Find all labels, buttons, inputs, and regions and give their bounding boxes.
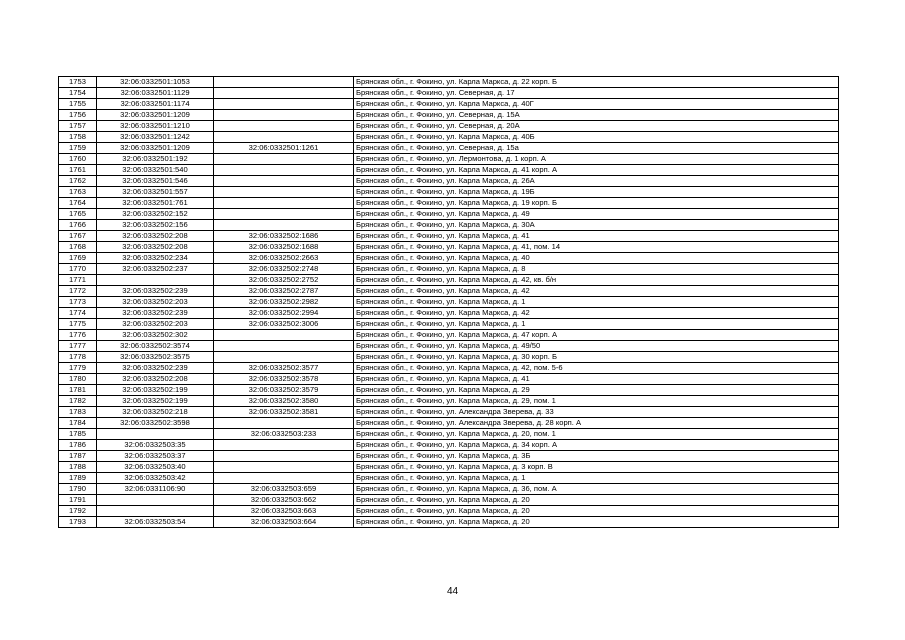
parcel-cadastral-number-cell: 32:06:0332503:42 <box>97 473 214 484</box>
row-number-cell: 1776 <box>59 330 97 341</box>
address-cell: Брянская обл., г. Фокино, ул. Карла Маркса, д. 20 <box>354 517 839 528</box>
row-number-cell: 1764 <box>59 198 97 209</box>
row-number-cell: 1759 <box>59 143 97 154</box>
address-cell: Брянская обл., г. Фокино, ул. Карла Маркса, д. 34 корп. А <box>354 440 839 451</box>
parcel-cadastral-number-cell: 32:06:0332501:540 <box>97 165 214 176</box>
table-row <box>59 220 839 231</box>
table-row <box>59 517 839 528</box>
table-row <box>59 451 839 462</box>
table-row <box>59 154 839 165</box>
table-row <box>59 99 839 110</box>
object-cadastral-number-cell: 32:06:0332503:233 <box>214 429 354 440</box>
table-row <box>59 341 839 352</box>
row-number-cell: 1790 <box>59 484 97 495</box>
address-cell: Брянская обл., г. Фокино, ул. Карла Маркса, д. 20, пом. 1 <box>354 429 839 440</box>
parcel-cadastral-number-cell: 32:06:0332503:54 <box>97 517 214 528</box>
row-number-cell: 1770 <box>59 264 97 275</box>
address-cell: Брянская обл., г. Фокино, ул. Карла Маркса, д. 41 <box>354 374 839 385</box>
parcel-cadastral-number-cell: 32:06:0332501:557 <box>97 187 214 198</box>
object-cadastral-number-cell: 32:06:0332503:659 <box>214 484 354 495</box>
address-cell: Брянская обл., г. Фокино, ул. Карла Маркса, д. 29 <box>354 385 839 396</box>
object-cadastral-number-cell <box>214 198 354 209</box>
object-cadastral-number-cell <box>214 418 354 429</box>
parcel-cadastral-number-cell: 32:06:0332503:37 <box>97 451 214 462</box>
row-number-cell: 1760 <box>59 154 97 165</box>
address-cell: Брянская обл., г. Фокино, ул. Карла Маркса, д. 40 <box>354 253 839 264</box>
parcel-cadastral-number-cell: 32:06:0332501:546 <box>97 176 214 187</box>
object-cadastral-number-cell <box>214 88 354 99</box>
object-cadastral-number-cell <box>214 121 354 132</box>
address-cell: Брянская обл., г. Фокино, ул. Карла Маркса, д. 42, пом. 5-6 <box>354 363 839 374</box>
address-cell: Брянская обл., г. Фокино, ул. Карла Маркса, д. 1 <box>354 473 839 484</box>
object-cadastral-number-cell: 32:06:0332502:3578 <box>214 374 354 385</box>
row-number-cell: 1780 <box>59 374 97 385</box>
row-number-cell: 1772 <box>59 286 97 297</box>
row-number-cell: 1779 <box>59 363 97 374</box>
parcel-cadastral-number-cell <box>97 429 214 440</box>
row-number-cell: 1771 <box>59 275 97 286</box>
parcel-cadastral-number-cell: 32:06:0332502:208 <box>97 374 214 385</box>
row-number-cell: 1777 <box>59 341 97 352</box>
object-cadastral-number-cell: 32:06:0332503:662 <box>214 495 354 506</box>
object-cadastral-number-cell: 32:06:0332502:2994 <box>214 308 354 319</box>
address-cell: Брянская обл., г. Фокино, ул. Лермонтова, д. 1 корп. А <box>354 154 839 165</box>
object-cadastral-number-cell: 32:06:0332501:1261 <box>214 143 354 154</box>
table-row <box>59 495 839 506</box>
parcel-cadastral-number-cell: 32:06:0332502:203 <box>97 297 214 308</box>
parcel-cadastral-number-cell: 32:06:0332501:1174 <box>97 99 214 110</box>
address-cell: Брянская обл., г. Фокино, ул. Карла Маркса, д. 8 <box>354 264 839 275</box>
address-cell: Брянская обл., г. Фокино, ул. Карла Маркса, д. 49/50 <box>354 341 839 352</box>
address-cell: Брянская обл., г. Фокино, ул. Карла Маркса, д. 42 <box>354 286 839 297</box>
parcel-cadastral-number-cell: 32:06:0332502:3575 <box>97 352 214 363</box>
row-number-cell: 1789 <box>59 473 97 484</box>
object-cadastral-number-cell <box>214 352 354 363</box>
address-cell: Брянская обл., г. Фокино, ул. Карла Маркса, д. 40Б <box>354 132 839 143</box>
address-cell: Брянская обл., г. Фокино, ул. Карла Маркса, д. 36, пом. А <box>354 484 839 495</box>
parcel-cadastral-number-cell: 32:06:0332502:239 <box>97 286 214 297</box>
table-row <box>59 308 839 319</box>
parcel-cadastral-number-cell: 32:06:0332501:1242 <box>97 132 214 143</box>
table-body <box>59 77 839 528</box>
parcel-cadastral-number-cell: 32:06:0332502:203 <box>97 319 214 330</box>
table-row <box>59 363 839 374</box>
parcel-cadastral-number-cell: 32:06:0332502:218 <box>97 407 214 418</box>
parcel-cadastral-number-cell: 32:06:0332502:3574 <box>97 341 214 352</box>
object-cadastral-number-cell <box>214 77 354 88</box>
address-cell: Брянская обл., г. Фокино, ул. Карла Маркса, д. 47 корп. А <box>354 330 839 341</box>
parcel-cadastral-number-cell: 32:06:0332502:208 <box>97 231 214 242</box>
parcel-cadastral-number-cell: 32:06:0332502:239 <box>97 363 214 374</box>
address-cell: Брянская обл., г. Фокино, ул. Карла Маркса, д. 29, пом. 1 <box>354 396 839 407</box>
parcel-cadastral-number-cell: 32:06:0332502:237 <box>97 264 214 275</box>
row-number-cell: 1765 <box>59 209 97 220</box>
object-cadastral-number-cell <box>214 99 354 110</box>
table-row <box>59 319 839 330</box>
table-row <box>59 176 839 187</box>
table-row <box>59 275 839 286</box>
object-cadastral-number-cell <box>214 220 354 231</box>
row-number-cell: 1775 <box>59 319 97 330</box>
object-cadastral-number-cell: 32:06:0332502:3580 <box>214 396 354 407</box>
object-cadastral-number-cell <box>214 462 354 473</box>
row-number-cell: 1767 <box>59 231 97 242</box>
address-cell: Брянская обл., г. Фокино, ул. Карла Маркса, д. 42 <box>354 308 839 319</box>
object-cadastral-number-cell <box>214 451 354 462</box>
row-number-cell: 1756 <box>59 110 97 121</box>
table-row <box>59 231 839 242</box>
row-number-cell: 1788 <box>59 462 97 473</box>
object-cadastral-number-cell: 32:06:0332502:1686 <box>214 231 354 242</box>
row-number-cell: 1784 <box>59 418 97 429</box>
parcel-cadastral-number-cell <box>97 495 214 506</box>
row-number-cell: 1782 <box>59 396 97 407</box>
parcel-cadastral-number-cell: 32:06:0332501:1209 <box>97 143 214 154</box>
table-row <box>59 462 839 473</box>
address-cell: Брянская обл., г. Фокино, ул. Карла Маркса, д. 19 корп. Б <box>354 198 839 209</box>
table-row <box>59 165 839 176</box>
table-row <box>59 352 839 363</box>
parcel-cadastral-number-cell: 32:06:0332503:35 <box>97 440 214 451</box>
address-cell: Брянская обл., г. Фокино, ул. Карла Маркса, д. 41, пом. 14 <box>354 242 839 253</box>
row-number-cell: 1773 <box>59 297 97 308</box>
address-cell: Брянская обл., г. Фокино, ул. Карла Маркса, д. 30 корп. Б <box>354 352 839 363</box>
parcel-cadastral-number-cell: 32:06:0332502:156 <box>97 220 214 231</box>
address-cell: Брянская обл., г. Фокино, ул. Карла Маркса, д. 49 <box>354 209 839 220</box>
row-number-cell: 1769 <box>59 253 97 264</box>
object-cadastral-number-cell: 32:06:0332502:2787 <box>214 286 354 297</box>
parcel-cadastral-number-cell: 32:06:0332502:3598 <box>97 418 214 429</box>
parcel-cadastral-number-cell: 32:06:0332502:199 <box>97 396 214 407</box>
table-row <box>59 506 839 517</box>
row-number-cell: 1755 <box>59 99 97 110</box>
row-number-cell: 1786 <box>59 440 97 451</box>
table-row <box>59 198 839 209</box>
object-cadastral-number-cell: 32:06:0332502:2982 <box>214 297 354 308</box>
parcel-cadastral-number-cell: 32:06:0332501:1209 <box>97 110 214 121</box>
row-number-cell: 1766 <box>59 220 97 231</box>
object-cadastral-number-cell <box>214 473 354 484</box>
table-row <box>59 429 839 440</box>
row-number-cell: 1787 <box>59 451 97 462</box>
address-cell: Брянская обл., г. Фокино, ул. Александра Зверева, д. 28 корп. А <box>354 418 839 429</box>
table-row <box>59 110 839 121</box>
parcel-cadastral-number-cell: 32:06:0332501:192 <box>97 154 214 165</box>
table-row <box>59 385 839 396</box>
object-cadastral-number-cell <box>214 330 354 341</box>
address-cell: Брянская обл., г. Фокино, ул. Карла Маркса, д. 40Г <box>354 99 839 110</box>
table-row <box>59 209 839 220</box>
row-number-cell: 1757 <box>59 121 97 132</box>
address-cell: Брянская обл., г. Фокино, ул. Карла Маркса, д. 26А <box>354 176 839 187</box>
table-row <box>59 286 839 297</box>
parcel-cadastral-number-cell: 32:06:0332501:1129 <box>97 88 214 99</box>
row-number-cell: 1753 <box>59 77 97 88</box>
table-row <box>59 297 839 308</box>
object-cadastral-number-cell: 32:06:0332502:1688 <box>214 242 354 253</box>
parcel-cadastral-number-cell: 32:06:0332502:302 <box>97 330 214 341</box>
address-cell: Брянская обл., г. Фокино, ул. Карла Маркса, д. 42, кв. б/н <box>354 275 839 286</box>
address-cell: Брянская обл., г. Фокино, ул. Карла Маркса, д. 1 <box>354 297 839 308</box>
object-cadastral-number-cell: 32:06:0332502:3579 <box>214 385 354 396</box>
address-cell: Брянская обл., г. Фокино, ул. Карла Маркса, д. 30А <box>354 220 839 231</box>
object-cadastral-number-cell <box>214 440 354 451</box>
row-number-cell: 1781 <box>59 385 97 396</box>
object-cadastral-number-cell <box>214 187 354 198</box>
object-cadastral-number-cell <box>214 341 354 352</box>
table-row <box>59 407 839 418</box>
parcel-cadastral-number-cell: 32:06:0332502:199 <box>97 385 214 396</box>
object-cadastral-number-cell <box>214 209 354 220</box>
address-cell: Брянская обл., г. Фокино, ул. Северная, д. 15а <box>354 143 839 154</box>
row-number-cell: 1778 <box>59 352 97 363</box>
table-row <box>59 187 839 198</box>
row-number-cell: 1791 <box>59 495 97 506</box>
table-row <box>59 88 839 99</box>
cadastral-table <box>58 76 839 528</box>
parcel-cadastral-number-cell <box>97 275 214 286</box>
table-row <box>59 396 839 407</box>
row-number-cell: 1774 <box>59 308 97 319</box>
object-cadastral-number-cell <box>214 154 354 165</box>
address-cell: Брянская обл., г. Фокино, ул. Карла Маркса, д. 20 <box>354 495 839 506</box>
object-cadastral-number-cell: 32:06:0332502:2663 <box>214 253 354 264</box>
parcel-cadastral-number-cell: 32:06:0332503:40 <box>97 462 214 473</box>
parcel-cadastral-number-cell: 32:06:0331106:90 <box>97 484 214 495</box>
parcel-cadastral-number-cell <box>97 506 214 517</box>
parcel-cadastral-number-cell: 32:06:0332501:761 <box>97 198 214 209</box>
address-cell: Брянская обл., г. Фокино, ул. Карла Маркса, д. 41 корп. А <box>354 165 839 176</box>
table-row <box>59 473 839 484</box>
table-row <box>59 264 839 275</box>
parcel-cadastral-number-cell: 32:06:0332502:239 <box>97 308 214 319</box>
table-row <box>59 374 839 385</box>
parcel-cadastral-number-cell: 32:06:0332501:1210 <box>97 121 214 132</box>
object-cadastral-number-cell: 32:06:0332502:3581 <box>214 407 354 418</box>
address-cell: Брянская обл., г. Фокино, ул. Карла Маркса, д. 19Б <box>354 187 839 198</box>
parcel-cadastral-number-cell: 32:06:0332502:208 <box>97 242 214 253</box>
row-number-cell: 1758 <box>59 132 97 143</box>
row-number-cell: 1754 <box>59 88 97 99</box>
row-number-cell: 1768 <box>59 242 97 253</box>
address-cell: Брянская обл., г. Фокино, ул. Карла Маркса, д. 20 <box>354 506 839 517</box>
object-cadastral-number-cell <box>214 176 354 187</box>
object-cadastral-number-cell <box>214 132 354 143</box>
object-cadastral-number-cell: 32:06:0332503:663 <box>214 506 354 517</box>
parcel-cadastral-number-cell: 32:06:0332502:234 <box>97 253 214 264</box>
row-number-cell: 1761 <box>59 165 97 176</box>
table-row <box>59 143 839 154</box>
table-row <box>59 77 839 88</box>
address-cell: Брянская обл., г. Фокино, ул. Александра Зверева, д. 33 <box>354 407 839 418</box>
object-cadastral-number-cell: 32:06:0332503:664 <box>214 517 354 528</box>
table-row <box>59 132 839 143</box>
table-row <box>59 253 839 264</box>
address-cell: Брянская обл., г. Фокино, ул. Карла Маркса, д. 41 <box>354 231 839 242</box>
table-row <box>59 330 839 341</box>
row-number-cell: 1792 <box>59 506 97 517</box>
address-cell: Брянская обл., г. Фокино, ул. Карла Маркса, д. 22 корп. Б <box>354 77 839 88</box>
table-row <box>59 121 839 132</box>
object-cadastral-number-cell <box>214 165 354 176</box>
table-row <box>59 484 839 495</box>
row-number-cell: 1793 <box>59 517 97 528</box>
object-cadastral-number-cell: 32:06:0332502:3006 <box>214 319 354 330</box>
address-cell: Брянская обл., г. Фокино, ул. Карла Маркса, д. 3Б <box>354 451 839 462</box>
parcel-cadastral-number-cell: 32:06:0332501:1053 <box>97 77 214 88</box>
address-cell: Брянская обл., г. Фокино, ул. Северная, д. 17 <box>354 88 839 99</box>
row-number-cell: 1762 <box>59 176 97 187</box>
object-cadastral-number-cell: 32:06:0332502:2752 <box>214 275 354 286</box>
row-number-cell: 1785 <box>59 429 97 440</box>
table-row <box>59 418 839 429</box>
address-cell: Брянская обл., г. Фокино, ул. Карла Маркса, д. 1 <box>354 319 839 330</box>
table-row <box>59 242 839 253</box>
parcel-cadastral-number-cell: 32:06:0332502:152 <box>97 209 214 220</box>
address-cell: Брянская обл., г. Фокино, ул. Северная, д. 15А <box>354 110 839 121</box>
object-cadastral-number-cell: 32:06:0332502:2748 <box>214 264 354 275</box>
object-cadastral-number-cell: 32:06:0332502:3577 <box>214 363 354 374</box>
object-cadastral-number-cell <box>214 110 354 121</box>
address-cell: Брянская обл., г. Фокино, ул. Карла Маркса, д. 3 корп. В <box>354 462 839 473</box>
address-cell: Брянская обл., г. Фокино, ул. Северная, д. 20А <box>354 121 839 132</box>
table-row <box>59 440 839 451</box>
row-number-cell: 1763 <box>59 187 97 198</box>
page-number: 44 <box>446 586 459 597</box>
row-number-cell: 1783 <box>59 407 97 418</box>
